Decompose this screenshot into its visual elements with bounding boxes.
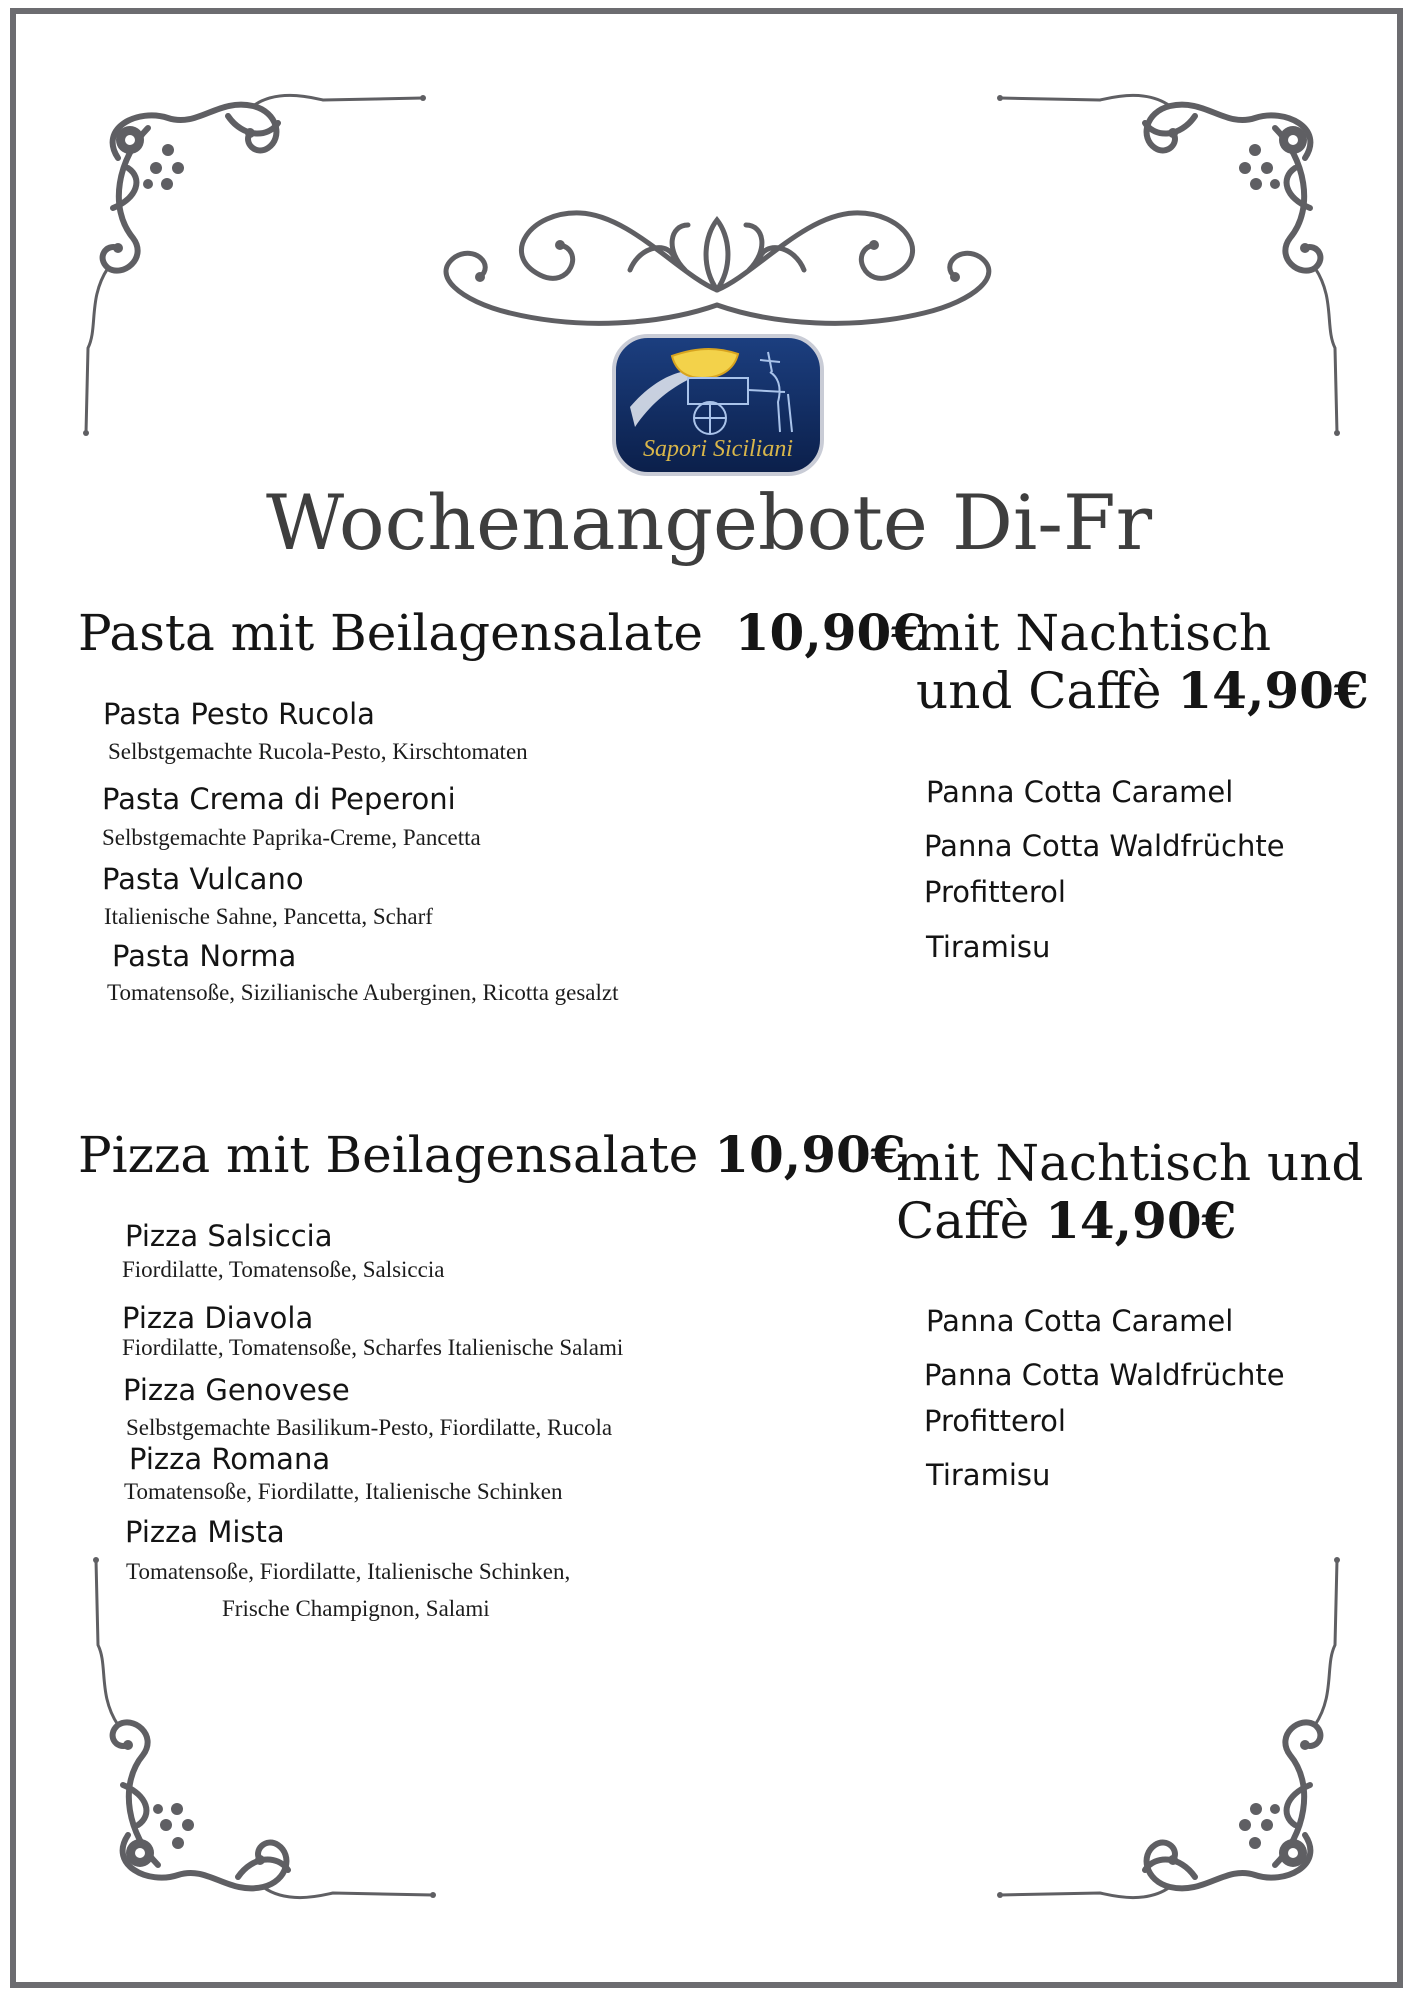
pasta-item-desc: Italienische Sahne, Pancetta, Scharf [104, 904, 433, 929]
pasta-item-name: Pasta Crema di Peperoni [102, 782, 456, 816]
dessert-item: Profitterol [924, 875, 1066, 909]
pizza-dessert-heading-line2: Caffè [896, 1192, 1030, 1250]
pasta-item-desc: Selbstgemachte Paprika-Creme, Pancetta [102, 825, 481, 850]
pasta-item-name: Pasta Vulcano [102, 862, 304, 896]
top-flourish-ornament [430, 195, 1005, 330]
pizza-item-name: Pizza Mista [125, 1515, 285, 1549]
pizza-item-desc: Selbstgemachte Basilikum-Pesto, Fiordilatte, Rucola [126, 1415, 613, 1440]
corner-ornament-top-right [985, 88, 1345, 448]
pasta-dessert-heading [916, 604, 1369, 720]
dessert-item: Tiramisu [926, 1458, 1051, 1492]
pasta-item-desc: Tomatensoße, Sizilianische Auberginen, Ricotta gesalzt [107, 980, 619, 1005]
dessert-item: Tiramisu [926, 930, 1051, 964]
pizza-heading [78, 1126, 906, 1184]
pizza-item-name: Pizza Salsiccia [125, 1219, 333, 1253]
dessert-item: Panna Cotta Caramel [926, 775, 1234, 809]
pasta-item-name: Pasta Pesto Rucola [103, 697, 375, 731]
pizza-heading-text: Pizza mit Beilagensalate [78, 1126, 699, 1184]
dessert-item: Panna Cotta Caramel [926, 1304, 1234, 1338]
pizza-dessert-heading-line1: mit Nachtisch und [896, 1134, 1364, 1192]
pasta-item-name: Pasta Norma [112, 939, 297, 973]
pizza-price: 10,90€ [714, 1125, 906, 1184]
dessert-item: Panna Cotta Waldfrüchte [924, 829, 1285, 863]
page-title: Wochenangebote Di-Fr [265, 478, 1153, 567]
pasta-item-desc: Selbstgemachte Rucola-Pesto, Kirschtomaten [108, 739, 528, 764]
pizza-item-name: Pizza Romana [129, 1442, 331, 1476]
logo-text: Sapori Siciliani [643, 436, 793, 462]
corner-ornament-bottom-right [985, 1545, 1345, 1905]
pizza-item-desc-continued: Frische Champignon, Salami [222, 1596, 490, 1621]
pasta-heading [78, 604, 926, 662]
pizza-item-desc: Tomatensoße, Fiordilatte, Italienische Schinken, [126, 1559, 571, 1584]
dessert-item: Profitterol [924, 1404, 1066, 1438]
corner-ornament-top-left [78, 88, 438, 448]
pizza-item-desc: Fiordilatte, Tomatensoße, Salsiccia [122, 1257, 445, 1282]
pizza-dessert-price: 14,90€ [1045, 1191, 1237, 1250]
pasta-dessert-heading-line1: mit Nachtisch [916, 604, 1272, 662]
dessert-item: Panna Cotta Waldfrüchte [924, 1358, 1285, 1392]
pizza-item-desc: Tomatensoße, Fiordilatte, Italienische Schinken [124, 1479, 563, 1504]
pizza-item-name: Pizza Diavola [122, 1301, 314, 1335]
pasta-dessert-price: 14,90€ [1177, 661, 1369, 720]
restaurant-logo [610, 332, 826, 478]
pasta-price: 10,90€ [734, 603, 927, 662]
pizza-item-desc: Fiordilatte, Tomatensoße, Scharfes Italienische Salami [122, 1335, 624, 1360]
pizza-item-name: Pizza Genovese [123, 1373, 350, 1407]
pizza-dessert-heading [896, 1134, 1363, 1250]
pasta-dessert-heading-line2: und Caffè [916, 662, 1162, 720]
pasta-heading-text: Pasta mit Beilagensalate [78, 604, 703, 662]
